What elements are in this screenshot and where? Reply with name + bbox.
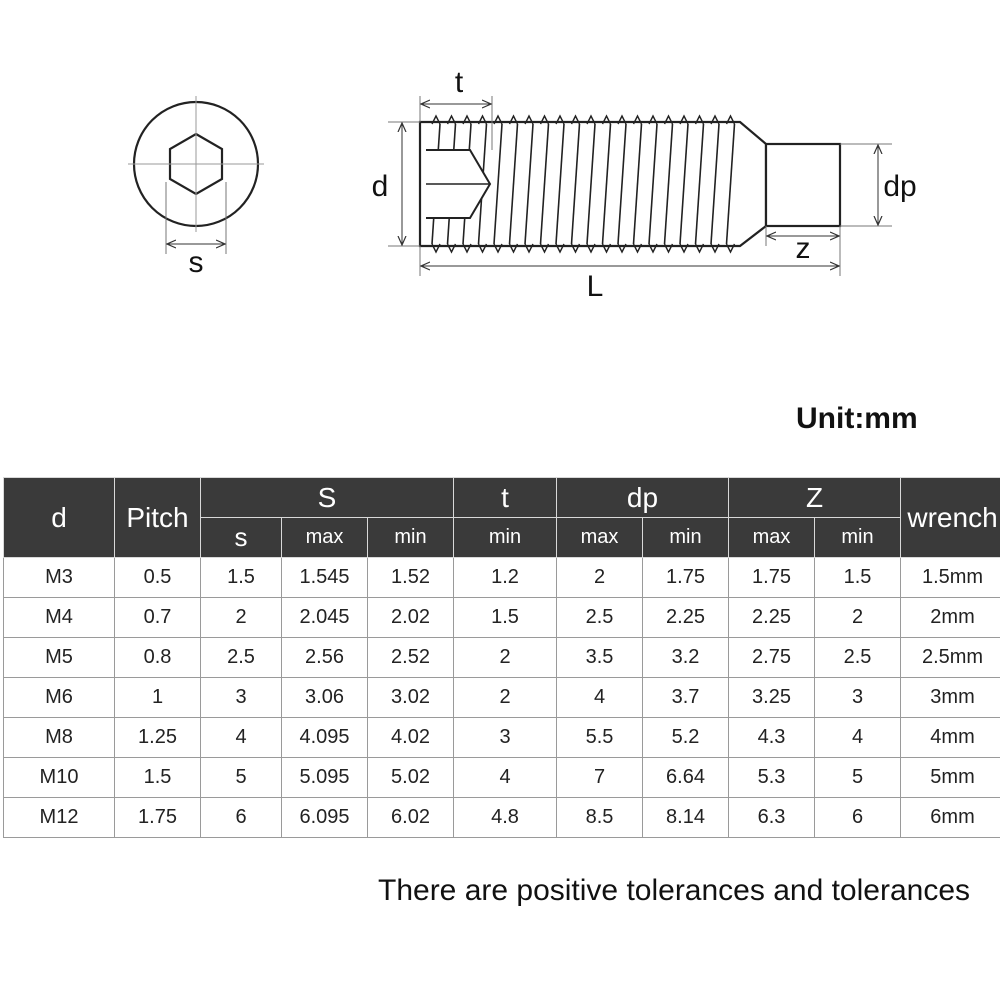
unit-label: Unit:mm [796, 402, 918, 435]
cell-wrench: 3mm [901, 678, 1000, 718]
thread-line [603, 124, 611, 244]
table-row [4, 678, 1000, 718]
cell-wrench: 6mm [901, 798, 1000, 838]
cell-dp-max: 4 [557, 678, 643, 718]
cell-S-max: 1.545 [282, 558, 368, 598]
thread-line [556, 124, 564, 244]
thread-line [510, 124, 518, 244]
cell-dp-min: 8.14 [643, 798, 729, 838]
cell-Z-min: 3 [815, 678, 901, 718]
cell-Z-max: 1.75 [729, 558, 815, 598]
cell-t-min: 1.5 [454, 598, 557, 638]
cell-s: 3 [201, 678, 282, 718]
header-pitch: Pitch [115, 478, 201, 558]
spec-table [3, 477, 1000, 838]
header-wrench: wrench [901, 478, 1000, 558]
dog-point [766, 144, 840, 226]
cell-pitch: 1.75 [115, 798, 201, 838]
cell-dp-min: 3.2 [643, 638, 729, 678]
cell-Z-max: 2.75 [729, 638, 815, 678]
cell-dp-max: 7 [557, 758, 643, 798]
thread-line [680, 124, 688, 244]
dp-label: dp [883, 170, 917, 203]
table-row [4, 558, 1000, 598]
subheader-dp-min: min [643, 518, 729, 558]
subheader-t-min: min [454, 518, 557, 558]
cell-t-min: 3 [454, 718, 557, 758]
cell-Z-max: 4.3 [729, 718, 815, 758]
cell-dp-max: 2.5 [557, 598, 643, 638]
table-row [4, 718, 1000, 758]
thread-line [711, 124, 719, 244]
cell-s: 2 [201, 598, 282, 638]
cell-pitch: 1.25 [115, 718, 201, 758]
cell-Z-min: 6 [815, 798, 901, 838]
thread-line [618, 124, 626, 244]
thread-line [541, 124, 549, 244]
thread-line [587, 124, 595, 244]
cell-Z-min: 5 [815, 758, 901, 798]
cell-d: M5 [4, 638, 115, 678]
cell-S-max: 2.56 [282, 638, 368, 678]
table-row [4, 638, 1000, 678]
cell-S-max: 4.095 [282, 718, 368, 758]
cell-Z-max: 6.3 [729, 798, 815, 838]
cell-s: 2.5 [201, 638, 282, 678]
cell-S-max: 5.095 [282, 758, 368, 798]
cell-pitch: 0.8 [115, 638, 201, 678]
cell-s: 1.5 [201, 558, 282, 598]
end-view [128, 96, 264, 279]
z-label: z [795, 232, 811, 265]
cell-t-min: 2 [454, 678, 557, 718]
cell-S-min: 2.52 [368, 638, 454, 678]
subheader-s: s [201, 518, 282, 558]
thread-line [494, 124, 502, 244]
cell-wrench: 2.5mm [901, 638, 1000, 678]
cell-dp-max: 2 [557, 558, 643, 598]
cell-wrench: 1.5mm [901, 558, 1000, 598]
table-row [4, 798, 1000, 838]
cell-S-max: 2.045 [282, 598, 368, 638]
cell-dp-min: 3.7 [643, 678, 729, 718]
header-d: d [4, 478, 115, 558]
subheader-S-min: min [368, 518, 454, 558]
cell-S-min: 6.02 [368, 798, 454, 838]
header-S: S [201, 478, 454, 518]
header-t: t [454, 478, 557, 518]
header-Z: Z [729, 478, 901, 518]
spec-table-body [4, 558, 1000, 838]
cell-d: M12 [4, 798, 115, 838]
cell-S-min: 2.02 [368, 598, 454, 638]
thread-line [572, 124, 580, 244]
cell-d: M3 [4, 558, 115, 598]
thread-line [727, 124, 735, 244]
thread-line [634, 124, 642, 244]
cell-s: 4 [201, 718, 282, 758]
cell-dp-max: 3.5 [557, 638, 643, 678]
header-dp: dp [557, 478, 729, 518]
cell-wrench: 4mm [901, 718, 1000, 758]
thread-line [696, 124, 704, 244]
L-label: L [586, 270, 604, 303]
s-label: s [188, 246, 204, 279]
subheader-dp-max: max [557, 518, 643, 558]
cell-dp-min: 1.75 [643, 558, 729, 598]
cell-t-min: 4 [454, 758, 557, 798]
cell-s: 6 [201, 798, 282, 838]
cell-d: M6 [4, 678, 115, 718]
cell-dp-max: 8.5 [557, 798, 643, 838]
cell-S-min: 5.02 [368, 758, 454, 798]
side-view [372, 66, 917, 303]
cell-Z-min: 4 [815, 718, 901, 758]
cell-dp-min: 6.64 [643, 758, 729, 798]
t-label: t [454, 66, 464, 99]
tolerance-note: There are positive tolerances and tolerances [378, 874, 971, 907]
subheader-Z-max: max [729, 518, 815, 558]
table-row [4, 598, 1000, 638]
cell-d: M8 [4, 718, 115, 758]
subheader-Z-min: min [815, 518, 901, 558]
cell-t-min: 2 [454, 638, 557, 678]
cell-dp-min: 5.2 [643, 718, 729, 758]
cell-Z-max: 2.25 [729, 598, 815, 638]
cell-Z-min: 2 [815, 598, 901, 638]
cell-pitch: 1.5 [115, 758, 201, 798]
cell-t-min: 4.8 [454, 798, 557, 838]
cell-d: M10 [4, 758, 115, 798]
cell-pitch: 0.5 [115, 558, 201, 598]
cell-dp-max: 5.5 [557, 718, 643, 758]
cell-S-min: 1.52 [368, 558, 454, 598]
cell-pitch: 0.7 [115, 598, 201, 638]
cell-d: M4 [4, 598, 115, 638]
cell-Z-min: 1.5 [815, 558, 901, 598]
cell-S-min: 3.02 [368, 678, 454, 718]
cell-pitch: 1 [115, 678, 201, 718]
table-row [4, 758, 1000, 798]
cell-t-min: 1.2 [454, 558, 557, 598]
thread-line [649, 124, 657, 244]
cell-S-min: 4.02 [368, 718, 454, 758]
cell-Z-max: 5.3 [729, 758, 815, 798]
cell-Z-max: 3.25 [729, 678, 815, 718]
cell-S-max: 3.06 [282, 678, 368, 718]
thread-line [525, 124, 533, 244]
d-label: d [371, 170, 389, 203]
cell-s: 5 [201, 758, 282, 798]
cell-S-max: 6.095 [282, 798, 368, 838]
cell-wrench: 5mm [901, 758, 1000, 798]
screw-technical-drawing [0, 0, 1000, 380]
thread-line [665, 124, 673, 244]
subheader-S-max: max [282, 518, 368, 558]
cell-Z-min: 2.5 [815, 638, 901, 678]
cell-wrench: 2mm [901, 598, 1000, 638]
cell-dp-min: 2.25 [643, 598, 729, 638]
